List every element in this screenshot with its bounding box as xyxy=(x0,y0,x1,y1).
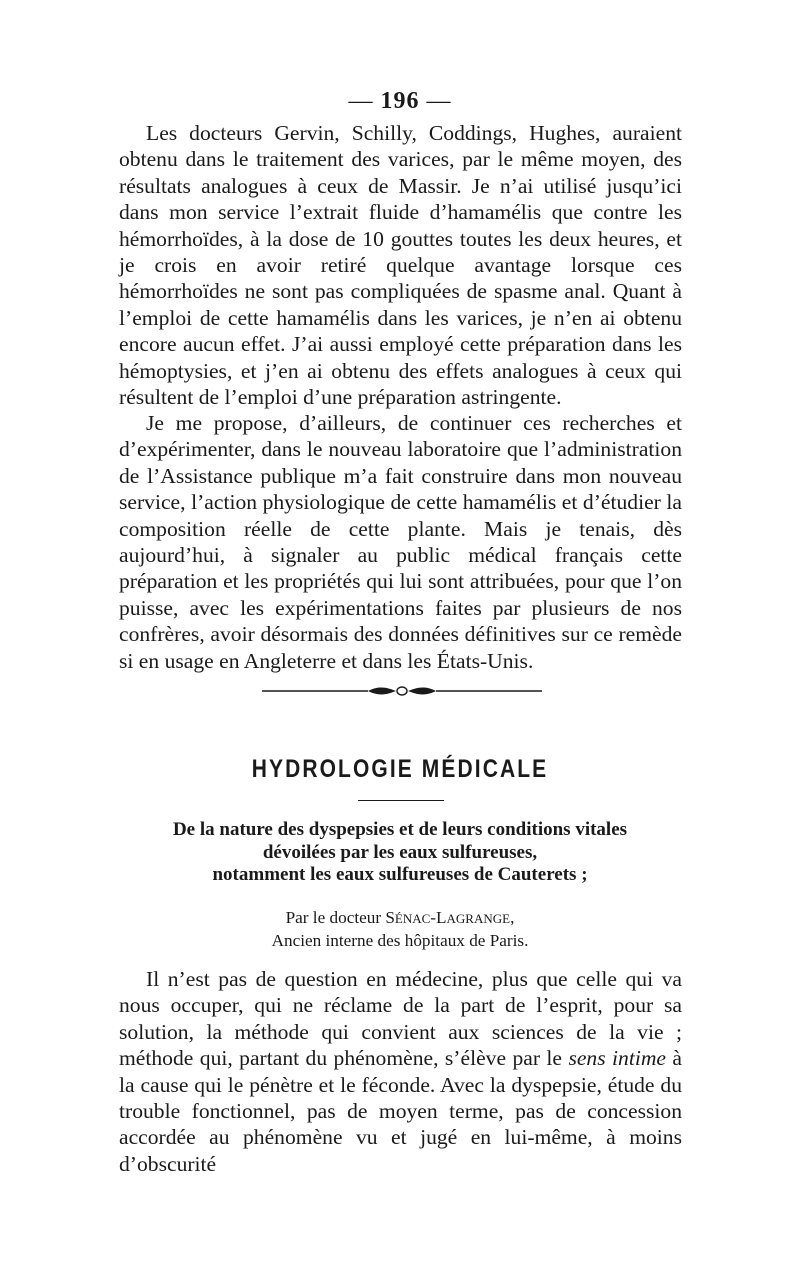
author-rest-1: ÉNAC xyxy=(394,911,431,926)
paragraph-3-text-b: à la cause qui le pénètre et le féconde. Avec la dyspepsie, étude du trouble fonctionnel, pas de moyen terme, pas de concession accordée au phénomène vu et jugé en lui-même, à moins d’obscurité xyxy=(119,1046,683,1176)
article-title-line-2: dévoilées par les eaux sulfureuses, xyxy=(262,841,538,863)
author-rest-2: AGRANGE xyxy=(446,911,511,926)
byline-prefix: Par le docteur xyxy=(285,908,382,927)
author-initial-2: L xyxy=(436,908,447,927)
body-paragraph-2: Je me propose, d’ailleurs, de continuer ces recherches et d’expérimenter, dans le nouveau laboratoire que l’administration de l’Assistance publique m’a fait construire dans mon nouveau service, l’action physiologique de cette hamamélis et d’étudier la composition réelle de cette plante. Mais je tenais, dès aujourd’hui, à signaler au public médical français cette préparation et les propriétés qui lui sont attribuées, pour que l’on puisse, avec les expérimentations faites par plusieurs de nos confrères, avoir désormais des données définitives sur ce remède si en usage en Angleterre et dans les États-Unis. xyxy=(119,411,682,673)
article-title xyxy=(80,819,720,887)
paragraph-3-italic: sens intime xyxy=(568,1046,667,1071)
byline xyxy=(0,907,800,952)
page-number xyxy=(0,88,800,115)
section-title: HYDROLOGIE MÉDICALE xyxy=(251,755,549,783)
page-number-dash-left: — xyxy=(348,88,381,114)
article-title-line-3: notamment les eaux sulfureuses de Cauterets ; xyxy=(212,864,588,885)
byline-author-line xyxy=(0,907,800,930)
section-ornament xyxy=(262,683,542,699)
byline-role: Ancien interne des hôpitaux de Paris. xyxy=(271,931,529,950)
section-title-rule xyxy=(358,800,444,801)
byline-suffix: , xyxy=(510,908,515,927)
page-number-dash-right: — xyxy=(419,88,452,114)
paragraph-3-text-a: Il n’est pas de question en médecine, plus que celle qui va nous occuper, qui ne réclame de la part de l’esprit, pour sa solution, la méthode qui convient aux sciences de la vie ; méthode qui, partant du phénomène, s’élève par le xyxy=(119,967,682,1071)
author-initial-1: S xyxy=(385,908,395,927)
page-number-value: 196 xyxy=(380,88,420,114)
article-title-line-1: De la nature des dyspepsies et de leurs conditions vitales xyxy=(172,819,628,840)
body-paragraph-1: Les docteurs Gervin, Schilly, Coddings, Hughes, auraient obtenu dans le traitement des varices, par le même moyen, des résultats analogues à ceux de Massir. Je n’ai utilisé jusqu’ici dans mon service l’extrait fluide d’hamamélis que contre les hémorrhoïdes, à la dose de 10 gouttes toutes les deux heures, et je crois en avoir retiré quelque avantage lorsque ces hémorrhoïdes ne sont pas compliquées de spasme anal. Quant à l’emploi de cette hamamélis dans les varices, je n’en ai obtenu encore aucun effet. J’ai aussi employé cette préparation dans les hémoptysies, et j’en ai obtenu des effets analogues à ceux qui résultent de l’emploi d’une préparation astringente. xyxy=(119,121,682,410)
body-paragraph-3 xyxy=(119,966,682,1177)
author-dash: - xyxy=(430,908,437,927)
